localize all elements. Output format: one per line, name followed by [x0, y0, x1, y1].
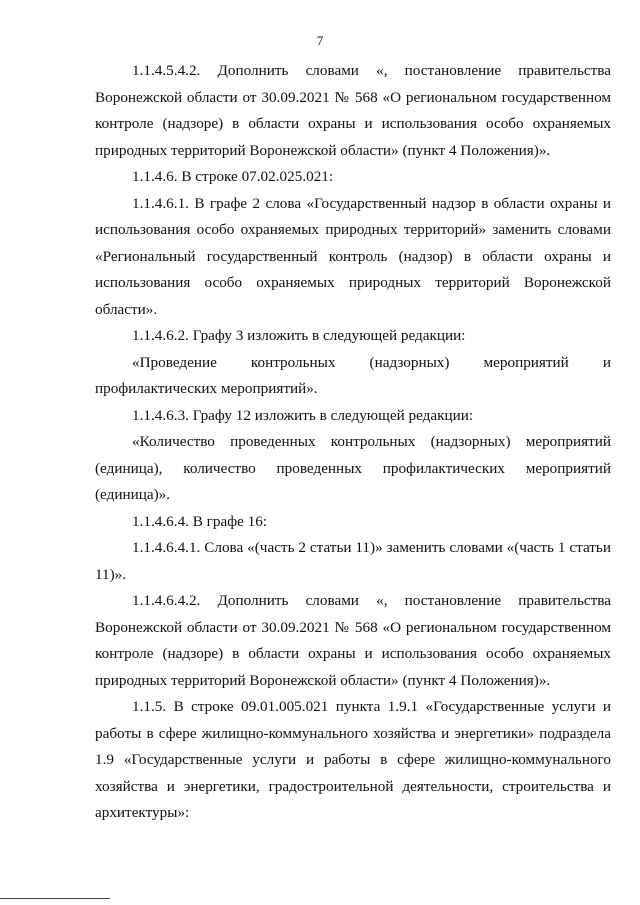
- paragraph-1-1-4-6-2: 1.1.4.6.2. Графу 3 изложить в следующей редакции:: [132, 327, 466, 344]
- paragraph-1-1-5: 1.1.5. В строке 09.01.005.021 пункта 1.9.1 «Государственные услуги и работы в сфере жилищно-коммунального хозяйства и энергетики» подраздела 1.9 «Государственные услуги и работы в сфере жилищно-коммунального хозяйства и энергетики, градостроительной деятельности, строительства и архитектуры»:: [95, 698, 611, 821]
- paragraph-1-1-4-5-4-2: 1.1.4.5.4.2. Дополнить словами «, постановление правительства Воронежской области от 30.09.2021 № 568 «О региональном государственном контроле (надзоре) в области охраны и использования особо охраняемых природных территорий Воронежской области» (пункт 4 Положения)».: [95, 62, 611, 159]
- paragraph-1-1-4-6-4-1: 1.1.4.6.4.1. Слова «(часть 2 статьи 11)» заменить словами «(часть 1 статьи 11)».: [95, 539, 611, 583]
- paragraph-1-1-4-6-1: 1.1.4.6.1. В графе 2 слова «Государственный надзор в области охраны и использования особо охраняемых природных территорий» заменить словами «Региональный государственный контроль (надзор) в области охраны и использования особо охраняемых природных территорий Воронежской области».: [95, 194, 611, 318]
- paragraph-1-1-4-6-4: 1.1.4.6.4. В графе 16:: [132, 512, 268, 530]
- footer-rule: [0, 898, 110, 899]
- page-number: 7: [316, 33, 324, 48]
- paragraph-1-1-4-6: 1.1.4.6. В строке 07.02.025.021:: [132, 168, 334, 185]
- paragraph-1-1-4-6-3: 1.1.4.6.3. Графу 12 изложить в следующей редакции:: [132, 406, 474, 424]
- quote-graph-12: «Количество проведенных контрольных (надзорных) мероприятий (единица), количество проведенных профилактических мероприятий (единица)».: [95, 433, 611, 503]
- document-body: [95, 58, 611, 827]
- paragraph-1-1-4-6-4-2: 1.1.4.6.4.2. Дополнить словами «, постановление правительства Воронежской области от 30.09.2021 № 568 «О региональном государственном контроле (надзоре) в области охраны и использования особо охраняемых природных территорий Воронежской области» (пункт 4 Положения)».: [95, 592, 611, 689]
- quote-graph-3: «Проведение контрольных (надзорных) мероприятий и профилактических мероприятий».: [95, 353, 611, 397]
